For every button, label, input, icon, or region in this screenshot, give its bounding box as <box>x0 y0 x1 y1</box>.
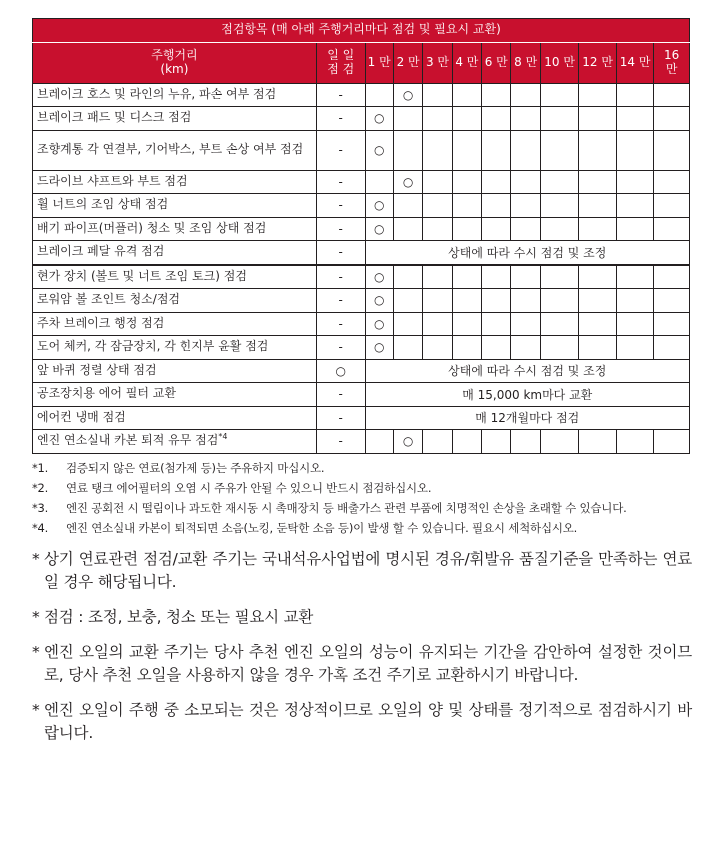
interval-header: 6 만 <box>482 42 511 83</box>
interval-cell <box>482 289 511 313</box>
table-row <box>33 241 690 265</box>
daily-header <box>316 42 365 83</box>
interval-cell <box>482 170 511 194</box>
interval-cell: ○ <box>365 265 393 289</box>
interval-cell: ○ <box>365 194 393 218</box>
inspection-item <box>33 383 317 407</box>
interval-cell <box>654 170 690 194</box>
interval-header: 8 만 <box>511 42 540 83</box>
footnote-number: *4. <box>32 520 49 535</box>
interval-cell: ○ <box>393 430 422 454</box>
daily-check-cell: - <box>316 430 365 454</box>
table-row <box>33 170 690 194</box>
daily-check-cell: - <box>316 170 365 194</box>
interval-cell <box>654 130 690 170</box>
inspection-item-label: 브레이크 패드 및 디스크 점검 <box>37 110 192 125</box>
table-row <box>33 130 690 170</box>
inspection-item <box>33 406 317 430</box>
inspection-item <box>33 83 317 107</box>
interval-cell <box>482 194 511 218</box>
table-row <box>33 383 690 407</box>
interval-cell <box>365 170 393 194</box>
interval-cell <box>654 289 690 313</box>
interval-cell <box>579 170 617 194</box>
interval-cell <box>579 289 617 313</box>
interval-cell <box>393 107 422 131</box>
interval-cell <box>393 336 422 360</box>
footnote-text: 검증되지 않은 연료(첨가제 등)는 주유하지 마십시오. <box>66 460 325 475</box>
interval-cell <box>579 83 617 107</box>
inspection-item <box>33 130 317 170</box>
inspection-item <box>33 217 317 241</box>
interval-cell <box>423 130 452 170</box>
interval-cell <box>540 194 579 218</box>
footnote-text: 엔진 공회전 시 떨림이나 과도한 재시동 시 촉매장치 등 배출가스 관련 부품에 치명적인 손상을 초래할 수 있습니다. <box>66 500 627 515</box>
interval-cell <box>452 336 481 360</box>
interval-cell <box>616 83 654 107</box>
inspection-item-label: 브레이크 호스 및 라인의 누유, 파손 여부 점검 <box>37 86 277 101</box>
interval-cell: ○ <box>365 289 393 313</box>
footnote <box>32 500 692 516</box>
interval-cell <box>616 430 654 454</box>
footnote-ref: *4 <box>218 432 228 442</box>
interval-cell <box>482 265 511 289</box>
interval-cell <box>452 194 481 218</box>
interval-cell <box>365 430 393 454</box>
interval-cell <box>452 170 481 194</box>
interval-cell <box>423 107 452 131</box>
interval-cell <box>511 83 540 107</box>
interval-cell <box>482 312 511 336</box>
inspection-item-label: 현가 장치 (볼트 및 너트 조임 토크) 점검 <box>37 268 247 283</box>
footnote <box>32 520 692 536</box>
interval-cell <box>616 107 654 131</box>
interval-cell <box>540 130 579 170</box>
interval-cell <box>540 430 579 454</box>
note <box>32 641 692 687</box>
interval-cell <box>452 217 481 241</box>
interval-cell <box>540 217 579 241</box>
interval-cell <box>452 289 481 313</box>
table-row <box>33 430 690 454</box>
interval-cell: ○ <box>365 312 393 336</box>
inspection-item-label: 브레이크 페달 유격 점검 <box>37 244 165 259</box>
inspection-item-label: 도어 체커, 각 잠금장치, 각 힌지부 윤활 점검 <box>37 339 269 354</box>
inspection-item-label: 휠 너트의 조임 상태 점검 <box>37 197 169 212</box>
interval-header: 10 만 <box>540 42 579 83</box>
header-row <box>33 42 690 83</box>
interval-cell <box>654 107 690 131</box>
daily-check-cell: - <box>316 217 365 241</box>
maintenance-table <box>32 18 690 454</box>
interval-cell <box>511 336 540 360</box>
inspection-item <box>33 265 317 289</box>
interval-cell <box>393 265 422 289</box>
interval-cell <box>511 130 540 170</box>
table-row <box>33 107 690 131</box>
note-text: 엔진 오일이 주행 중 소모되는 것은 정상적이므로 오일의 양 및 상태를 정기적으로 점검하시기 바랍니다. <box>44 700 692 742</box>
interval-cell <box>423 194 452 218</box>
interval-cell <box>365 83 393 107</box>
interval-cell <box>616 217 654 241</box>
interval-cell: ○ <box>365 130 393 170</box>
mileage-header-unit: (km) <box>160 61 189 76</box>
interval-header: 1 만 <box>365 42 393 83</box>
daily-check-cell: - <box>316 406 365 430</box>
inspection-item <box>33 194 317 218</box>
interval-note-cell: 매 15,000 km마다 교환 <box>365 383 689 407</box>
interval-cell <box>393 289 422 313</box>
interval-cell: ○ <box>393 170 422 194</box>
inspection-item <box>33 289 317 313</box>
interval-cell <box>654 83 690 107</box>
interval-cell <box>423 289 452 313</box>
table-row <box>33 194 690 218</box>
interval-cell <box>482 130 511 170</box>
table-row <box>33 336 690 360</box>
inspection-item-label: 로워암 볼 조인트 청소/점검 <box>37 292 180 307</box>
interval-cell <box>616 289 654 313</box>
interval-note-cell: 매 12개월마다 점검 <box>365 406 689 430</box>
mileage-header <box>33 42 317 83</box>
daily-check-cell: - <box>316 289 365 313</box>
interval-cell <box>423 83 452 107</box>
note-text: 상기 연료관련 점검/교환 주기는 국내석유사업법에 명시된 경유/휘발유 품질기준을 만족하는 연료일 경우 해당됩니다. <box>44 549 692 591</box>
interval-cell <box>511 265 540 289</box>
interval-cell <box>393 312 422 336</box>
footnote-number: *1. <box>32 460 49 475</box>
interval-header: 2 만 <box>393 42 422 83</box>
note <box>32 606 692 629</box>
inspection-item <box>33 430 317 454</box>
interval-cell <box>616 194 654 218</box>
interval-cell <box>393 130 422 170</box>
inspection-item-label: 배기 파이프(머플러) 청소 및 조임 상태 점검 <box>37 220 267 235</box>
interval-cell <box>579 312 617 336</box>
interval-header: 16 만 <box>654 42 690 83</box>
interval-cell <box>579 430 617 454</box>
interval-cell <box>423 265 452 289</box>
inspection-item <box>33 336 317 360</box>
daily-check-cell: - <box>316 83 365 107</box>
interval-cell <box>540 107 579 131</box>
interval-cell <box>540 83 579 107</box>
inspection-item-label: 엔진 연소실내 카본 퇴적 유무 점검 <box>37 433 219 448</box>
inspection-item <box>33 359 317 383</box>
inspection-item-label: 드라이브 샤프트와 부트 점검 <box>37 173 188 188</box>
interval-cell: ○ <box>393 83 422 107</box>
inspection-item <box>33 312 317 336</box>
interval-note-cell: 상태에 따라 수시 점검 및 조정 <box>365 241 689 265</box>
footnote-text: 연료 탱크 에어필터의 오염 시 주유가 안될 수 있으니 반드시 점검하십시오. <box>66 480 432 495</box>
note-marker: * <box>32 549 40 568</box>
interval-cell <box>423 170 452 194</box>
daily-check-cell: ○ <box>316 359 365 383</box>
footnote-number: *3. <box>32 500 49 515</box>
interval-note-cell: 상태에 따라 수시 점검 및 조정 <box>365 359 689 383</box>
interval-cell <box>452 83 481 107</box>
interval-cell <box>393 194 422 218</box>
footnotes <box>32 460 692 536</box>
note-text: 점검 : 조정, 보충, 청소 또는 필요시 교환 <box>44 607 314 626</box>
footnote-text: 엔진 연소실내 카본이 퇴적되면 소음(노킹, 둔탁한 소음 등)이 발생 할 수 있습니다. 필요시 세척하십시오. <box>66 520 578 535</box>
interval-cell <box>654 265 690 289</box>
interval-cell <box>654 217 690 241</box>
table-row <box>33 289 690 313</box>
interval-cell <box>579 336 617 360</box>
interval-cell <box>540 170 579 194</box>
daily-check-cell: - <box>316 265 365 289</box>
table-row <box>33 312 690 336</box>
inspection-item <box>33 170 317 194</box>
footnote <box>32 460 692 476</box>
table-row <box>33 83 690 107</box>
interval-cell <box>511 430 540 454</box>
interval-cell: ○ <box>365 217 393 241</box>
interval-cell: ○ <box>365 336 393 360</box>
daily-check-cell: - <box>316 130 365 170</box>
table-row <box>33 359 690 383</box>
interval-header: 12 만 <box>579 42 617 83</box>
interval-cell <box>540 312 579 336</box>
inspection-item-label: 에어컨 냉매 점검 <box>37 409 126 424</box>
interval-cell <box>616 336 654 360</box>
daily-check-cell: - <box>316 241 365 265</box>
inspection-item-label: 공조장치용 에어 필터 교환 <box>37 386 176 401</box>
daily-check-cell: - <box>316 312 365 336</box>
interval-cell <box>511 194 540 218</box>
table-body <box>33 83 690 453</box>
interval-cell <box>452 430 481 454</box>
interval-cell <box>616 170 654 194</box>
interval-cell <box>511 107 540 131</box>
note-text: 엔진 오일의 교환 주기는 당사 추천 엔진 오일의 성능이 유지되는 기간을 감안하여 설정한 것이므로, 당사 추천 오일을 사용하지 않을 경우 가혹 조건 주기로 교환하시기 바랍니다. <box>44 642 692 684</box>
inspection-item-label: 앞 바퀴 정렬 상태 점검 <box>37 362 157 377</box>
table-row <box>33 265 690 289</box>
interval-cell <box>616 312 654 336</box>
inspection-item <box>33 241 317 265</box>
interval-cell <box>511 217 540 241</box>
note-marker: * <box>32 642 40 661</box>
interval-cell <box>579 194 617 218</box>
interval-cell <box>654 336 690 360</box>
interval-cell <box>511 289 540 313</box>
daily-check-cell: - <box>316 107 365 131</box>
interval-cell <box>540 265 579 289</box>
interval-cell <box>482 336 511 360</box>
interval-cell <box>511 312 540 336</box>
daily-header-line2: 점 검 <box>327 61 355 76</box>
daily-header-line1: 일 일 <box>327 47 355 62</box>
interval-cell <box>482 107 511 131</box>
interval-cell <box>579 107 617 131</box>
notes <box>32 548 692 745</box>
interval-cell <box>423 430 452 454</box>
interval-cell <box>511 170 540 194</box>
note <box>32 699 692 745</box>
maintenance-sheet <box>32 18 692 745</box>
footnote <box>32 480 692 496</box>
note <box>32 548 692 594</box>
inspection-item-label: 주차 브레이크 행정 점검 <box>37 315 165 330</box>
interval-cell <box>579 265 617 289</box>
interval-cell: ○ <box>365 107 393 131</box>
interval-cell <box>654 430 690 454</box>
interval-header: 3 만 <box>423 42 452 83</box>
interval-cell <box>482 83 511 107</box>
interval-cell <box>482 430 511 454</box>
interval-cell <box>393 217 422 241</box>
table-row <box>33 406 690 430</box>
interval-cell <box>482 217 511 241</box>
table-row <box>33 217 690 241</box>
mileage-header-label: 주행거리 <box>151 47 198 62</box>
footnote-number: *2. <box>32 480 49 495</box>
interval-cell <box>423 217 452 241</box>
interval-cell <box>579 130 617 170</box>
note-marker: * <box>32 607 40 626</box>
daily-check-cell: - <box>316 383 365 407</box>
interval-cell <box>616 265 654 289</box>
interval-header: 4 만 <box>452 42 481 83</box>
interval-cell <box>540 336 579 360</box>
interval-cell <box>423 336 452 360</box>
table-title: 점검항목 (매 아래 주행거리마다 점검 및 필요시 교환) <box>33 19 690 43</box>
interval-cell <box>452 312 481 336</box>
daily-check-cell: - <box>316 194 365 218</box>
interval-cell <box>423 312 452 336</box>
note-marker: * <box>32 700 40 719</box>
inspection-item-label: 조향계통 각 연결부, 기어박스, 부트 손상 여부 점검 <box>37 142 304 157</box>
interval-header: 14 만 <box>616 42 654 83</box>
inspection-item <box>33 107 317 131</box>
interval-cell <box>452 130 481 170</box>
interval-cell <box>579 217 617 241</box>
interval-cell <box>452 107 481 131</box>
interval-cell <box>654 194 690 218</box>
interval-cell <box>452 265 481 289</box>
interval-cell <box>616 130 654 170</box>
interval-cell <box>654 312 690 336</box>
interval-cell <box>540 289 579 313</box>
daily-check-cell: - <box>316 336 365 360</box>
